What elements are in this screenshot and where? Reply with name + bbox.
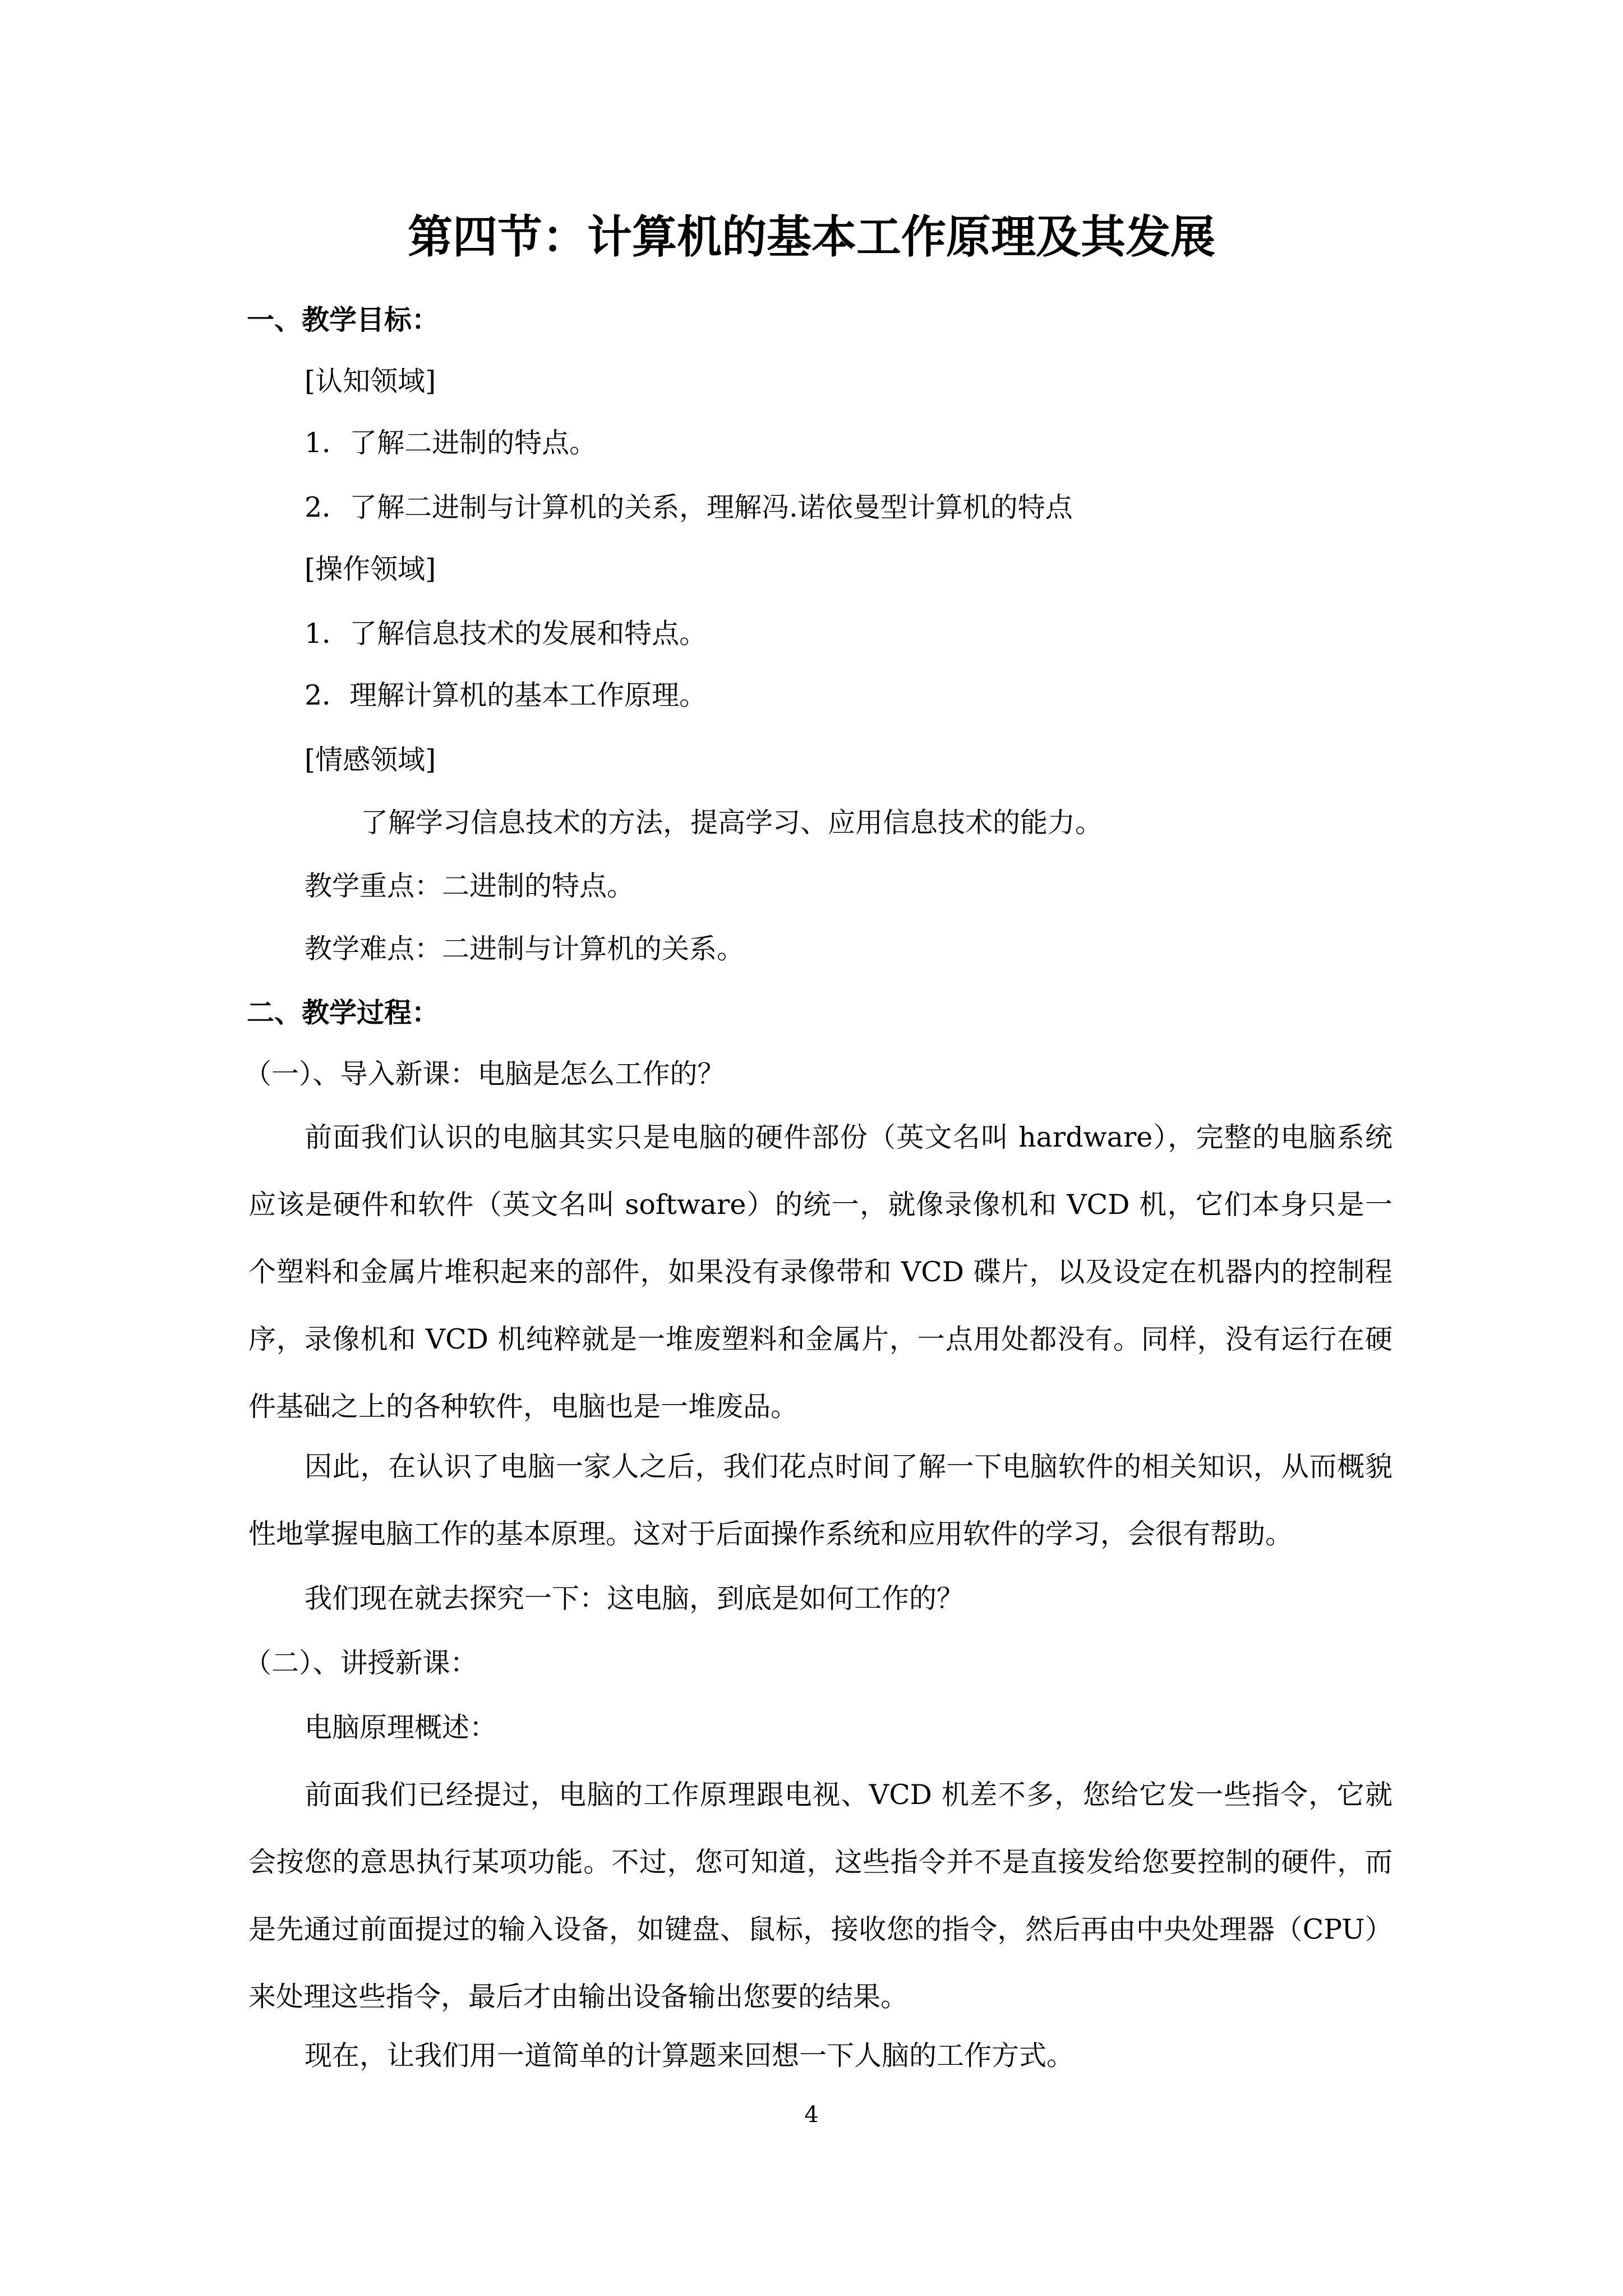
page-title: 第四节：计算机的基本工作原理及其发展	[408, 210, 1215, 263]
operation-item: 2．理解计算机的基本工作原理。	[305, 679, 707, 711]
cognitive-item: 2．了解二进制与计算机的关系，理解冯.诺依曼型计算机的特点	[305, 491, 1073, 523]
operation-item: 1．了解信息技术的发展和特点。	[305, 618, 707, 650]
body-paragraph: 前面我们认识的电脑其实只是电脑的硬件部份（英文名叫 hardware），完整的电脑系统应该是硬件和软件（英文名叫 software）的统一，就像录像机和 VCD 机，它们本身只是一个塑料和金属片堆积起来的部件，如果没有录像带和 VCD 碟片，以及设定在机器内的控制程序，录像机和 VCD 机纯粹就是一堆废塑料和金属片，一点用处都没有。同样，没有运行在硬件基础之上的各种软件，电脑也是一堆废品。	[248, 1121, 1393, 1423]
cognitive-domain-label: [认知领域]	[305, 365, 436, 397]
emotion-text: 了解学习信息技术的方法，提高学习、应用信息技术的能力。	[361, 807, 1103, 839]
body-paragraph: 现在，让我们用一道简单的计算题来回想一下人脑的工作方式。	[305, 2040, 1075, 2072]
part2-subheading: 电脑原理概述：	[305, 1711, 497, 1743]
body-paragraph: 我们现在就去探究一下：这电脑，到底是如何工作的？	[305, 1582, 965, 1614]
part2-heading: （二）、讲授新课：	[244, 1647, 478, 1679]
key-point: 教学重点：二进制的特点。	[305, 870, 635, 902]
cognitive-item: 1．了解二进制的特点。	[305, 427, 597, 459]
page-number: 4	[804, 2102, 819, 2128]
emotion-domain-label: [情感领域]	[305, 744, 436, 776]
difficult-point: 教学难点：二进制与计算机的关系。	[305, 933, 745, 965]
operation-domain-label: [操作领域]	[305, 553, 436, 585]
section-heading-process: 二、教学过程：	[247, 996, 440, 1029]
body-paragraph: 前面我们已经提过，电脑的工作原理跟电视、VCD 机差不多，您给它发一些指令，它就会按您的意思执行某项功能。不过，您可知道，这些指令并不是直接发给您要控制的硬件，而是先通过前面提过的输入设备，如键盘、鼠标，接收您的指令，然后再由中央处理器（CPU）来处理这些指令，最后才由输出设备输出您要的结果。	[248, 1779, 1393, 2013]
part1-heading: （一）、导入新课：电脑是怎么工作的？	[244, 1058, 725, 1090]
body-paragraph: 因此，在认识了电脑一家人之后，我们花点时间了解一下电脑软件的相关知识，从而概貌性地掌握电脑工作的基本原理。这对于后面操作系统和应用软件的学习，会很有帮助。	[248, 1451, 1393, 1550]
section-heading-objectives: 一、教学目标：	[247, 303, 440, 336]
